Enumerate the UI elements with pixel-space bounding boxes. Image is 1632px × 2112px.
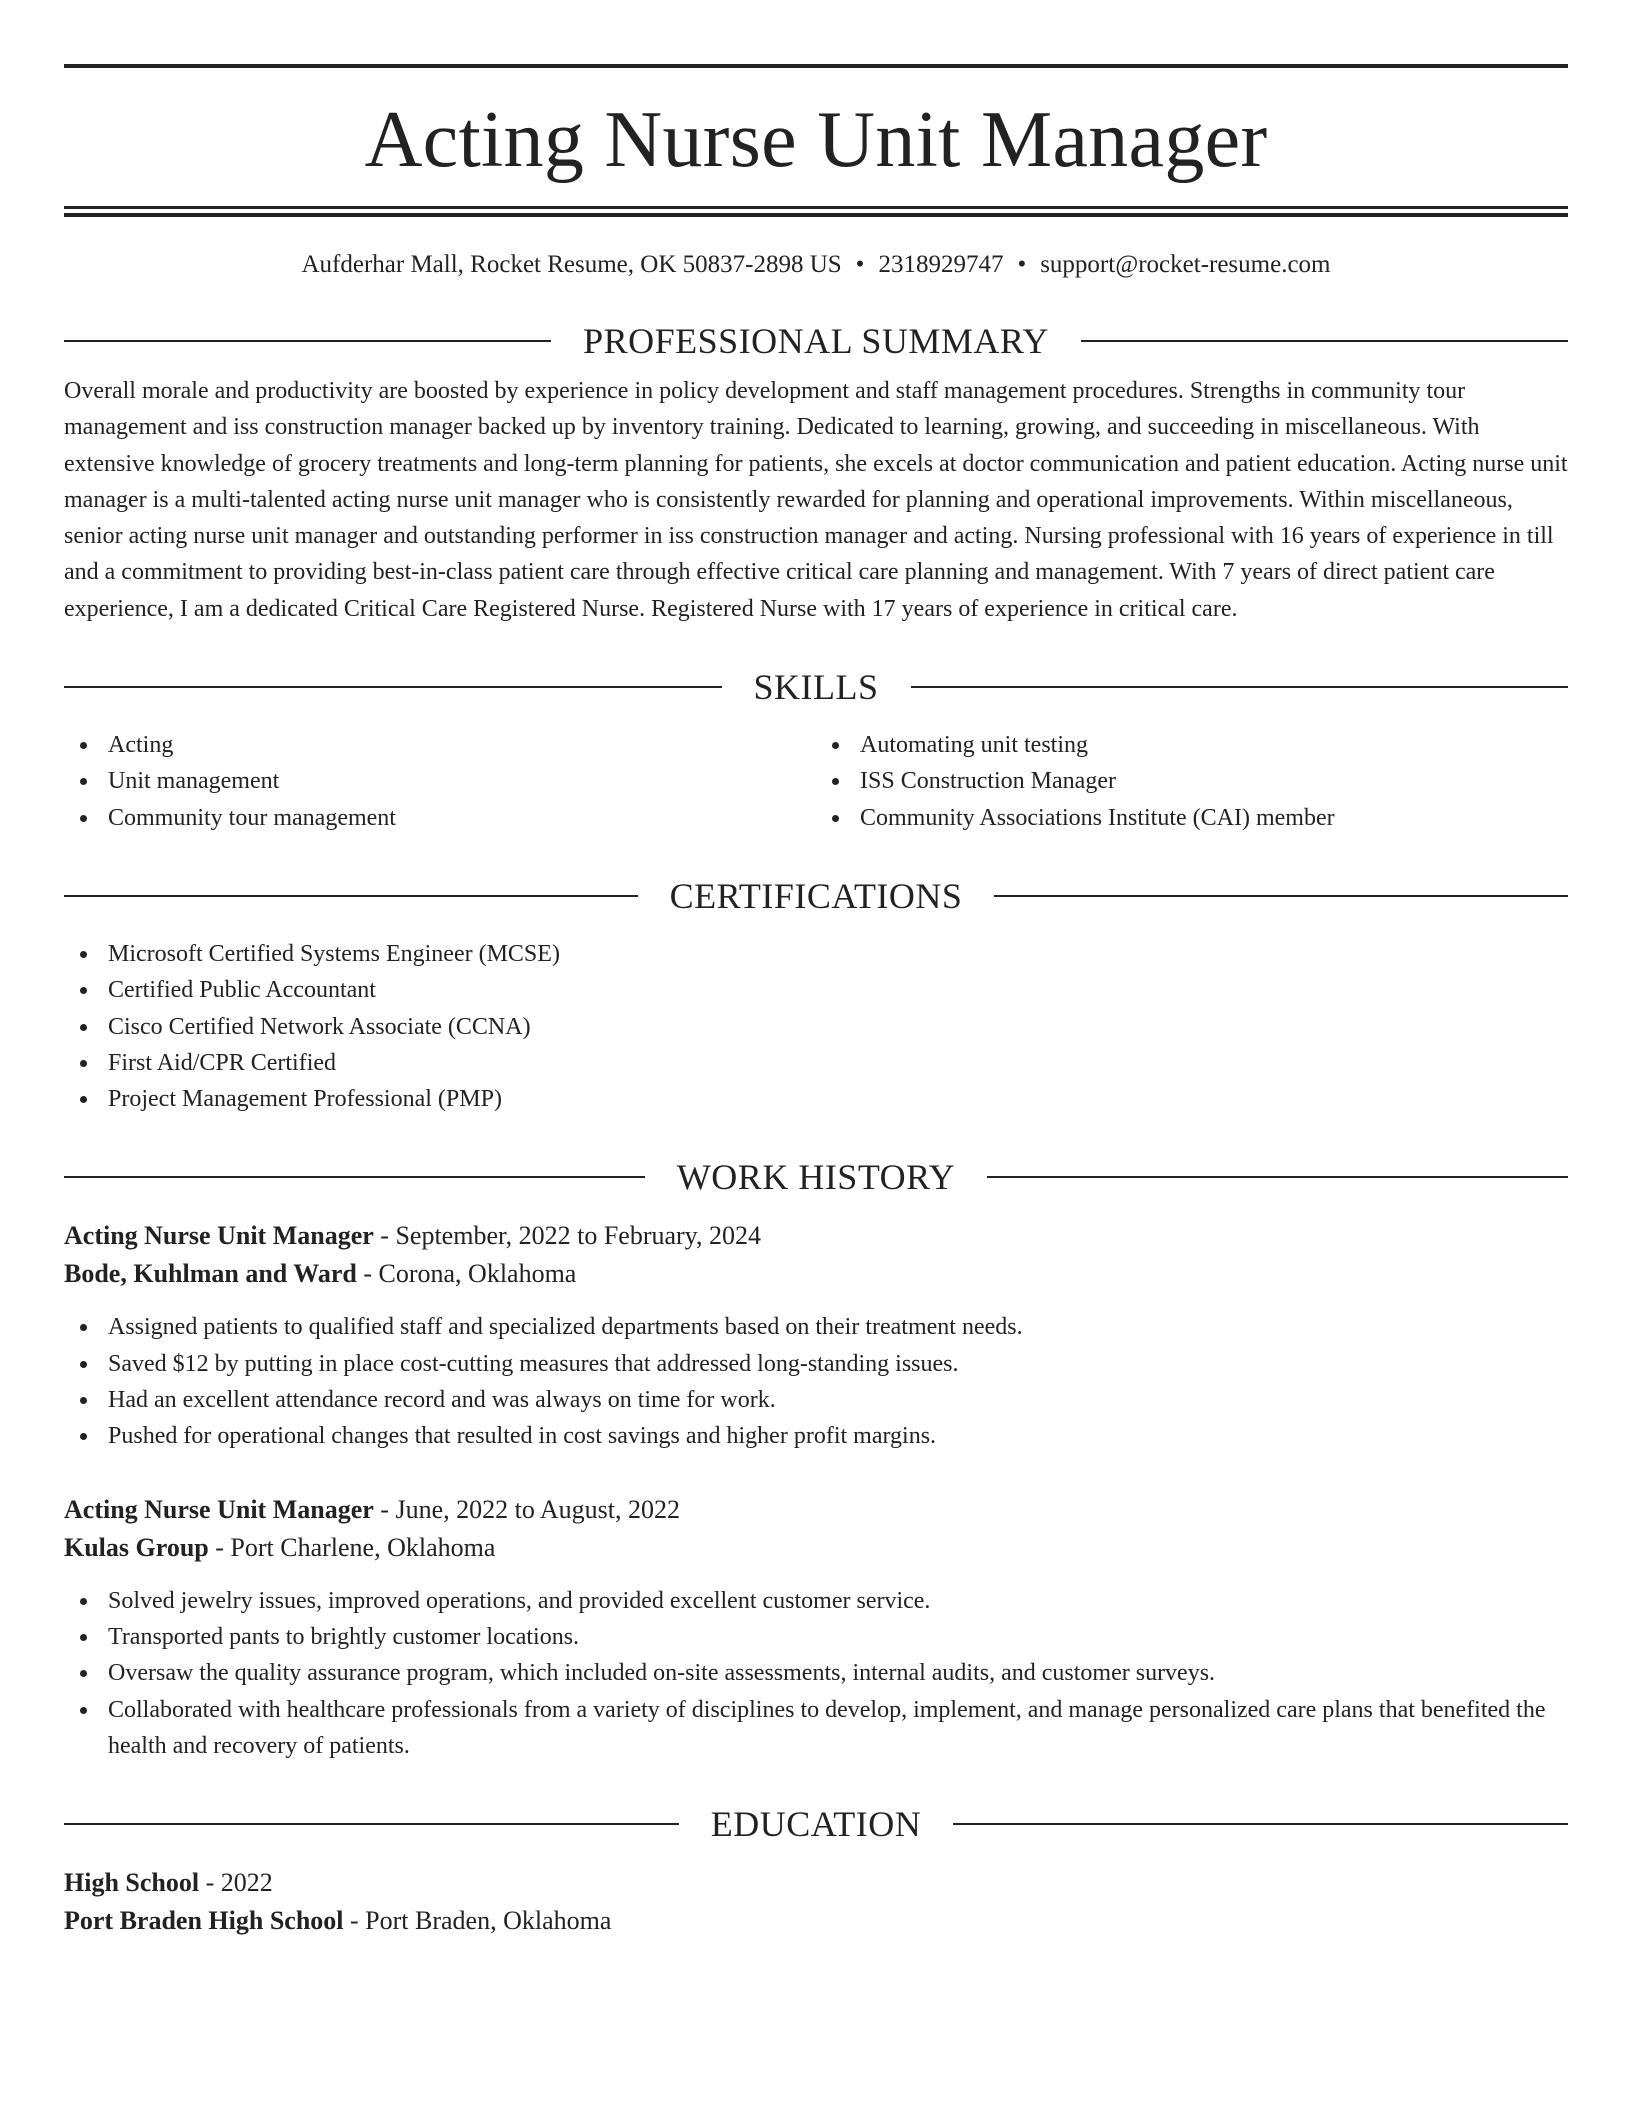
section-title: WORK HISTORY — [676, 1157, 956, 1198]
job-bullet: Pushed for operational changes that resulted in cost savings and higher profit margins. — [64, 1418, 1568, 1454]
certification-item: Microsoft Certified Systems Engineer (MCSE) — [64, 936, 1568, 972]
skill-item: Unit management — [64, 763, 816, 799]
heading-rule-left — [64, 895, 638, 897]
section-title: SKILLS — [753, 667, 879, 708]
education-location: - Port Braden, Oklahoma — [343, 1906, 612, 1936]
section-title: EDUCATION — [710, 1804, 922, 1845]
heading-rule-right — [911, 686, 1569, 688]
job-title: Acting Nurse Unit Manager — [64, 1494, 374, 1524]
skill-item: Acting — [64, 727, 816, 763]
job-bullet: Had an excellent attendance record and was always on time for work. — [64, 1382, 1568, 1418]
skill-item: Community Associations Institute (CAI) member — [816, 800, 1568, 836]
contact-separator: • — [855, 251, 865, 278]
education-degree: High School — [64, 1868, 200, 1898]
skills-list — [64, 727, 1568, 836]
job-bullet: Oversaw the quality assurance program, which included on-site assessments, internal audits, and customer surveys. — [64, 1655, 1568, 1691]
heading-rule-right — [1081, 340, 1568, 342]
contact-separator: • — [1017, 251, 1027, 278]
job-bullet: Assigned patients to qualified staff and specialized departments based on their treatment needs. — [64, 1309, 1568, 1345]
skill-item: Community tour management — [64, 800, 816, 836]
job-location: - Port Charlene, Oklahoma — [208, 1532, 496, 1562]
section-heading-skills — [64, 667, 1568, 707]
skills-column-left — [64, 727, 816, 836]
section-heading-certifications — [64, 876, 1568, 916]
job-bullets — [64, 1583, 1568, 1764]
heading-rule-right — [987, 1176, 1568, 1178]
job-entry — [64, 1217, 1568, 1454]
job-bullet: Transported pants to brightly customer locations. — [64, 1619, 1568, 1655]
job-title-line — [64, 1491, 1568, 1529]
heading-rule-left — [64, 340, 551, 342]
education-year: - 2022 — [199, 1868, 273, 1898]
job-bullet: Saved $12 by putting in place cost-cutting measures that addressed long-standing issues. — [64, 1346, 1568, 1382]
job-title: Acting Nurse Unit Manager — [64, 1221, 374, 1251]
job-title-line — [64, 1217, 1568, 1255]
certification-item: Cisco Certified Network Associate (CCNA) — [64, 1009, 1568, 1045]
section-title: CERTIFICATIONS — [669, 875, 963, 916]
top-rule — [64, 64, 1568, 68]
job-company: Bode, Kuhlman and Ward — [64, 1259, 357, 1289]
heading-rule-left — [64, 1823, 679, 1825]
job-company-line — [64, 1529, 1568, 1567]
skills-column-right — [816, 727, 1568, 836]
job-company-line — [64, 1255, 1568, 1293]
title-double-rule — [64, 206, 1568, 217]
resume-page — [64, 64, 1568, 1940]
heading-rule-left — [64, 686, 722, 688]
education-entry — [64, 1864, 1568, 1940]
heading-rule-right — [994, 895, 1568, 897]
contact-phone: 2318929747 — [878, 251, 1004, 278]
skill-item: ISS Construction Manager — [816, 763, 1568, 799]
contact-address: Aufderhar Mall, Rocket Resume, OK 50837-2898 US — [301, 251, 842, 278]
certification-item: Certified Public Accountant — [64, 972, 1568, 1008]
contact-email: support@rocket-resume.com — [1040, 251, 1331, 278]
section-title: PROFESSIONAL SUMMARY — [583, 321, 1049, 361]
education-school-line — [64, 1902, 1568, 1940]
certification-item: First Aid/CPR Certified — [64, 1045, 1568, 1081]
education-degree-line — [64, 1864, 1568, 1902]
job-dates: - September, 2022 to February, 2024 — [373, 1221, 761, 1251]
job-location: - Corona, Oklahoma — [356, 1259, 577, 1289]
section-heading-summary — [64, 321, 1568, 361]
summary-text: Overall morale and productivity are boosted by experience in policy development and staff management procedures. Strengths in community tour management and iss construction manager backed up by inventory training. Dedicated to learning, growing, and succeeding in miscellaneous. With extensive knowledge of grocery treatments and long-term planning for patients, she excels at doctor communication and patient education. Acting nurse unit manager is a multi-talented acting nurse unit manager who is consistently rewarded for planning and operational improvements. Within miscellaneous, senior acting nurse unit manager and outstanding performer in iss construction manager and acting. Nursing professional with 16 years of experience in till and a commitment to providing best-in-class patient care through effective critical care planning and management. With 7 years of direct patient care experience, I am a dedicated Critical Care Registered Nurse. Registered Nurse with 17 years of experience in critical care. — [64, 378, 1568, 622]
resume-title: Acting Nurse Unit Manager — [364, 96, 1268, 184]
job-bullet: Solved jewelry issues, improved operations, and provided excellent customer service. — [64, 1583, 1568, 1619]
heading-rule-right — [953, 1823, 1568, 1825]
contact-line — [64, 249, 1568, 281]
certifications-list — [64, 936, 1568, 1117]
section-heading-work-history — [64, 1157, 1568, 1197]
job-bullets — [64, 1309, 1568, 1454]
job-entry — [64, 1491, 1568, 1764]
heading-rule-left — [64, 1176, 645, 1178]
certification-item: Project Management Professional (PMP) — [64, 1081, 1568, 1117]
job-bullet: Collaborated with healthcare professionals from a variety of disciplines to develop, implement, and manage personalized care plans that benefited the health and recovery of patients. — [64, 1692, 1568, 1765]
education-school: Port Braden High School — [64, 1906, 344, 1936]
skill-item: Automating unit testing — [816, 727, 1568, 763]
section-heading-education — [64, 1804, 1568, 1844]
job-company: Kulas Group — [64, 1532, 209, 1562]
job-dates: - June, 2022 to August, 2022 — [373, 1494, 681, 1524]
